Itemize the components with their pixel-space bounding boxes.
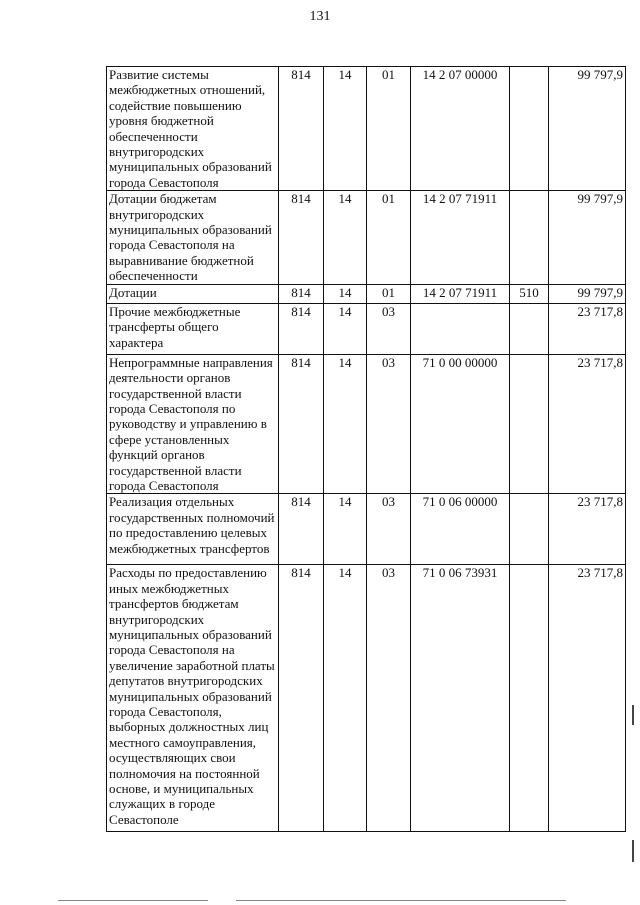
scan-footer-line — [58, 900, 208, 901]
cell-name: Дотации бюджетам внутригородских муниципальных образований города Севастополя на выравнивание бюджетной обеспеченности — [107, 191, 279, 284]
cell-amount: 99 797,9 — [549, 284, 626, 303]
cell-section: 14 — [324, 191, 367, 284]
cell-subsection: 01 — [367, 191, 411, 284]
cell-section: 14 — [324, 67, 367, 191]
table-row — [107, 67, 626, 191]
cell-ved-code: 814 — [279, 565, 324, 832]
scan-edge-mark — [632, 705, 634, 725]
cell-subsection: 03 — [367, 354, 411, 494]
cell-subsection: 03 — [367, 565, 411, 832]
table-row — [107, 303, 626, 354]
cell-expense-type — [510, 565, 549, 832]
cell-expense-type — [510, 354, 549, 494]
cell-ved-code: 814 — [279, 191, 324, 284]
cell-amount: 99 797,9 — [549, 191, 626, 284]
cell-amount: 99 797,9 — [549, 67, 626, 191]
cell-expense-type — [510, 67, 549, 191]
table-row — [107, 494, 626, 565]
table-row — [107, 565, 626, 832]
cell-section: 14 — [324, 494, 367, 565]
cell-subsection: 03 — [367, 303, 411, 354]
cell-name: Реализация отдельных государственных полномочий по предоставлению целевых межбюджетных трансфертов — [107, 494, 279, 565]
page-number: 131 — [309, 9, 331, 24]
cell-target-article: 14 2 07 71911 — [411, 191, 510, 284]
cell-name: Развитие системы межбюджетных отношений, содействие повышению уровня бюджетной обеспеченности внутригородских муниципальных образований города Севастополя — [107, 67, 279, 191]
cell-expense-type: 510 — [510, 284, 549, 303]
cell-name: Расходы по предоставлению иных межбюджетных трансфертов бюджетам внутригородских муниципальных образований города Севастополя на увеличение заработной платы депутатов внутригородских муниципальных образований города Севастополя, выборных должностных лиц местного самоуправления, осуществляющих свои полномочия на постоянной основе, и муниципальных служащих в городе Севастополе — [107, 565, 279, 832]
cell-target-article: 71 0 06 00000 — [411, 494, 510, 565]
budget-table — [106, 66, 626, 832]
cell-name: Прочие межбюджетные трансферты общего характера — [107, 303, 279, 354]
cell-target-article: 71 0 06 73931 — [411, 565, 510, 832]
budget-table-body — [107, 67, 626, 832]
cell-section: 14 — [324, 354, 367, 494]
cell-ved-code: 814 — [279, 284, 324, 303]
cell-ved-code: 814 — [279, 354, 324, 494]
cell-target-article: 14 2 07 71911 — [411, 284, 510, 303]
cell-amount: 23 717,8 — [549, 303, 626, 354]
cell-expense-type — [510, 191, 549, 284]
cell-name: Непрограммные направления деятельности органов государственной власти города Севастополя по руководству и управлению в сфере установленных функций органов государственной власти города Севастополя — [107, 354, 279, 494]
cell-target-article: 14 2 07 00000 — [411, 67, 510, 191]
cell-section: 14 — [324, 565, 367, 832]
cell-section: 14 — [324, 284, 367, 303]
table-row — [107, 354, 626, 494]
cell-amount: 23 717,8 — [549, 494, 626, 565]
cell-amount: 23 717,8 — [549, 565, 626, 832]
cell-subsection: 03 — [367, 494, 411, 565]
cell-target-article — [411, 303, 510, 354]
cell-target-article: 71 0 00 00000 — [411, 354, 510, 494]
table-row — [107, 284, 626, 303]
cell-expense-type — [510, 303, 549, 354]
cell-ved-code: 814 — [279, 494, 324, 565]
cell-name: Дотации — [107, 284, 279, 303]
cell-section: 14 — [324, 303, 367, 354]
cell-subsection: 01 — [367, 67, 411, 191]
cell-ved-code: 814 — [279, 303, 324, 354]
scan-footer-line — [236, 900, 566, 901]
cell-subsection: 01 — [367, 284, 411, 303]
cell-amount: 23 717,8 — [549, 354, 626, 494]
cell-ved-code: 814 — [279, 67, 324, 191]
cell-expense-type — [510, 494, 549, 565]
scan-edge-mark — [632, 840, 634, 862]
table-row — [107, 191, 626, 284]
